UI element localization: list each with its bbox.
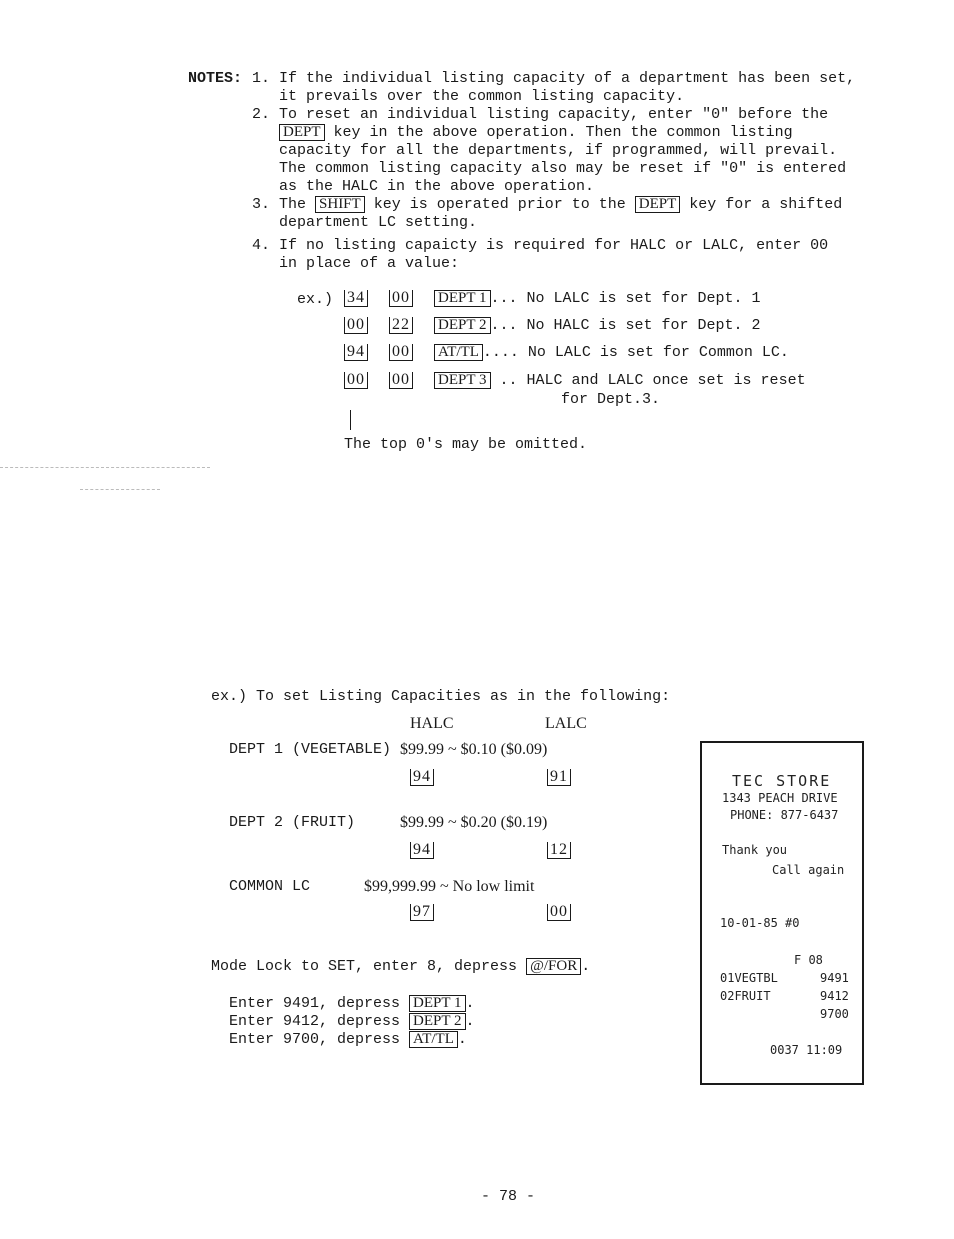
note-3-mid: key is operated prior to the [364,196,635,213]
note-2-line-3: capacity for all the departments, if programmed, will prevail. [279,142,838,159]
receipt-store-name: TEC STORE [732,772,832,790]
dept-1-key: DEPT 1 [434,290,490,307]
digits-second: 00 [389,344,413,361]
dept-key: DEPT [635,196,681,213]
example-1-desc-1: ... No LALC is set for Dept. 1 [490,290,761,307]
receipt-mode: F 08 [794,953,823,967]
halc-digits: 94 [410,842,434,859]
receipt-phone: PHONE: 877-6437 [730,808,839,822]
enter-instruction-2 [229,1013,475,1030]
example-1-desc-4-cont: for Dept.3. [561,391,661,408]
example-1-row-2 [344,317,761,334]
enter-post: . [465,1013,475,1030]
note-2-line-2-text: key in the above operation. Then the common listing [324,124,793,141]
pointer-line [350,410,351,430]
receipt-line-1-value: 9491 [820,971,849,985]
mode-pre: Mode Lock to SET, enter 8, depress [211,958,527,975]
dept-3-key: DEPT 3 [434,372,490,389]
row-common-lc-lalc [547,904,571,921]
mode-post: . [581,958,591,975]
enter-post: . [457,1031,467,1048]
row-dept-1-range: $99.99 ~ $0.10 ($0.09) [400,741,548,758]
digits-first: 34 [344,290,368,307]
receipt-line-2-value: 9412 [820,989,849,1003]
dept-2-key: DEPT 2 [434,317,490,334]
receipt-line-2-name: 02FRUIT [720,989,771,1003]
receipt-call-again: Call again [772,863,845,877]
note-4-line-2: in place of a value: [279,255,460,272]
receipt-address: 1343 PEACH DRIVE [722,791,838,805]
at-for-key: @/FOR [526,958,581,975]
row-dept-1-lalc [547,769,571,786]
row-dept-2-halc [410,842,434,859]
row-dept-1-name: DEPT 1 (VEGETABLE) [229,741,392,758]
row-dept-2-lalc [547,842,571,859]
dept-1-key: DEPT 1 [409,995,465,1012]
digits-first: 94 [344,344,368,361]
row-common-lc-range: $99,999.99 ~ No low limit [364,878,535,895]
enter-pre: Enter 9491, depress [229,995,410,1012]
note-3-line-2: department LC setting. [279,214,478,231]
digits-first: 00 [344,317,368,334]
page-number: - 78 - [481,1188,536,1205]
note-2-line-2 [279,124,793,141]
receipt-footer: 0037 11:09 [770,1043,843,1057]
note-2-line-4: The common listing capacity also may be reset if "0" is entered [279,160,847,177]
scan-artifact-line [0,467,210,468]
dept-2-key: DEPT 2 [409,1013,465,1030]
receipt-line-1-name: 01VEGTBL [720,971,778,985]
row-common-lc-name: COMMON LC [229,878,311,895]
lalc-digits: 00 [547,904,571,921]
digits-second: 00 [389,290,413,307]
example-1-desc-4: .. HALC and LALC once set is reset [490,372,806,389]
example-1-row-3 [344,344,789,361]
note-1-number: 1. [252,70,271,87]
mode-lock-instruction [211,958,590,975]
note-2-number: 2. [252,106,271,123]
row-dept-2-range: $99.99 ~ $0.20 ($0.19) [400,814,548,831]
header-lalc: LALC [545,715,587,732]
halc-digits: 97 [410,904,434,921]
note-4-line-1: If no listing capaicty is required for HALC or LALC, enter 00 [279,237,829,254]
note-3-pre: The [279,196,316,213]
digits-second: 00 [389,372,413,389]
header-halc: HALC [410,715,454,732]
receipt-date: 10-01-85 #0 [720,916,800,930]
enter-post: . [465,995,475,1012]
note-1-line-1: If the individual listing capacity of a department has been set, [279,70,856,87]
example-1-desc-2: ... No HALC is set for Dept. 2 [490,317,761,334]
note-3-post: key for a shifted [680,196,843,213]
row-common-lc-halc [410,904,434,921]
enter-pre: Enter 9700, depress [229,1031,410,1048]
shift-key: SHIFT [315,196,365,213]
notes-label: NOTES: [188,70,243,87]
example-1-row-4 [344,372,806,389]
halc-digits: 94 [410,769,434,786]
example-1-desc-3: .... No LALC is set for Common LC. [482,344,789,361]
lalc-digits: 91 [547,769,571,786]
note-3-number: 3. [252,196,271,213]
scan-artifact-line [80,489,160,490]
lalc-digits: 12 [547,842,571,859]
example-1-row-1 [344,290,761,307]
row-dept-2-name: DEPT 2 (FRUIT) [229,814,356,831]
receipt [700,741,864,1085]
example-1-label: ex.) [297,291,334,308]
enter-pre: Enter 9412, depress [229,1013,410,1030]
enter-instruction-3 [229,1031,467,1048]
row-dept-1-halc [410,769,434,786]
note-2-line-1: To reset an individual listing capacity, enter "0" before the [279,106,829,123]
at-tl-key: AT/TL [409,1031,458,1048]
note-1-line-2: it prevails over the common listing capacity. [279,88,685,105]
digits-second: 22 [389,317,413,334]
note-2-line-5: as the HALC in the above operation. [279,178,595,195]
receipt-thanks: Thank you [722,843,788,857]
note-3-line-1 [279,196,842,213]
digits-first: 00 [344,372,368,389]
note-4-number: 4. [252,237,271,254]
example-1-footnote: The top 0's may be omitted. [344,436,588,453]
example-2-intro: ex.) To set Listing Capacities as in the following: [211,688,671,705]
at-tl-key: AT/TL [434,344,483,361]
dept-key: DEPT [279,124,325,141]
enter-instruction-1 [229,995,475,1012]
receipt-line-3-value: 9700 [820,1007,849,1021]
